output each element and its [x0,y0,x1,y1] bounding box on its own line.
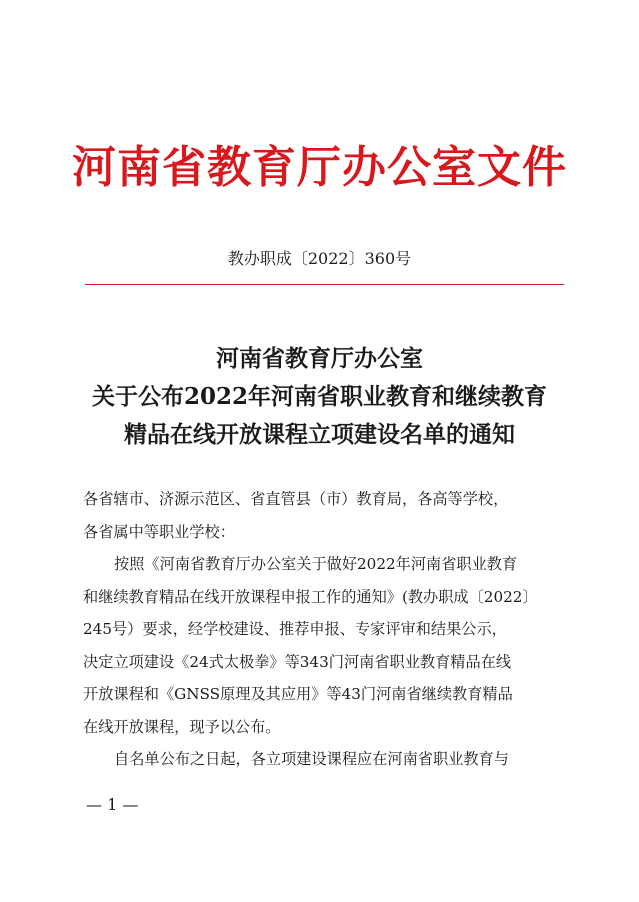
notice-title-line: 河南省教育厅办公室 [216,345,423,372]
addressee-line: 各省辖市、济源示范区、省直管县（市）教育局，各高等学校， [83,490,509,508]
paragraph-line: 自名单公布之日起，各立项建设课程应在河南省职业教育与 [114,750,509,768]
paragraph-line: 按照《河南省教育厅办公室关于做好2022年河南省职业教育 [114,555,518,573]
notice-title [0,340,639,454]
body-text [83,483,563,776]
red-divider-line [85,284,564,285]
document-number: 教办职成〔2022〕360号 [227,249,412,268]
notice-title-line: 关于公布2022年河南省职业教育和继续教育 [91,383,547,410]
notice-title-line: 精品在线开放课程立项建设名单的通知 [124,421,515,448]
paragraph-line: 在线开放课程，现予以公布。 [83,717,281,736]
paragraph-line: 和继续教育精品在线开放课程申报工作的通知》(教办职成〔2022〕 [83,587,538,606]
paragraph-line: 决定立项建设《24式太极拳》等343门河南省职业教育精品在线 [83,652,512,671]
document-header-title: 河南省教育厅办公室文件 [72,142,567,193]
page-number: — 1 — [86,795,139,814]
paragraph-line: 245号）要求，经学校建设、推荐申报、专家评审和结果公示， [83,620,507,638]
addressee-line: 各省属中等职业学校： [83,522,235,541]
paragraph-line: 开放课程和《GNSS原理及其应用》等43门河南省继续教育精品 [83,685,513,703]
